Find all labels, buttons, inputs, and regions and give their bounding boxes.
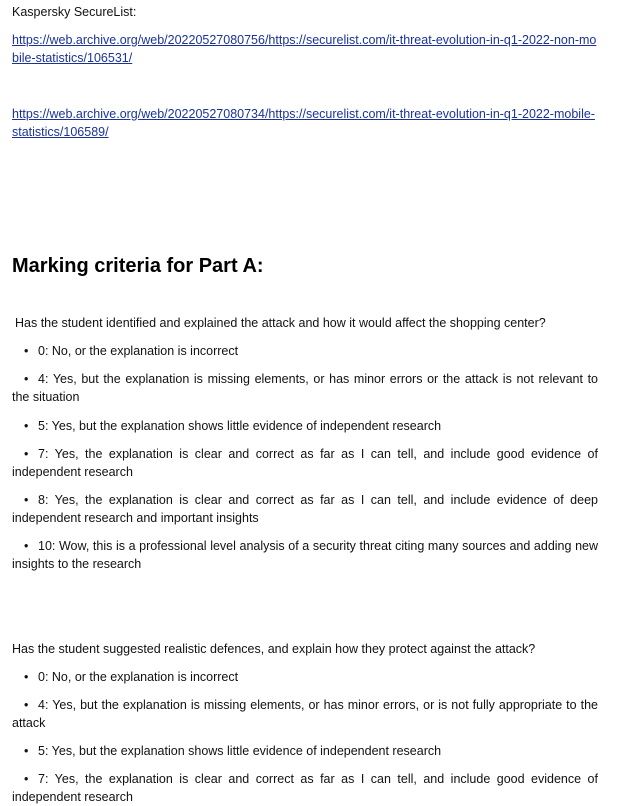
bullet-icon: • xyxy=(24,447,29,461)
section-heading: Marking criteria for Part A: xyxy=(12,255,264,277)
criterion-item-text: 5: Yes, but the explanation shows little evidence of independent research xyxy=(38,744,442,758)
criterion-item-text: 4: Yes, but the explanation is missing elements, or has minor errors or the attack is not relevant to the situation xyxy=(12,372,598,404)
bullet-icon: • xyxy=(24,493,29,507)
bullet-icon: • xyxy=(24,698,29,712)
criterion-item xyxy=(12,370,598,406)
criterion-item-text: 0: No, or the explanation is incorrect xyxy=(38,670,239,684)
source-label: Kaspersky SecureList: xyxy=(12,5,137,19)
criterion-item xyxy=(12,668,598,686)
criterion-item-text: 10: Wow, this is a professional level analysis of a security threat citing many sources and adding new insights to the research xyxy=(12,539,598,571)
criterion-item xyxy=(12,445,598,481)
criterion-item-text: 8: Yes, the explanation is clear and correct as far as I can tell, and include evidence of deep independent research and important insights xyxy=(12,493,598,525)
criterion-item xyxy=(12,742,598,760)
bullet-icon: • xyxy=(24,419,29,433)
criterion-question-2: Has the student suggested realistic defences, and explain how they protect against the attack? xyxy=(12,642,536,656)
criterion-item xyxy=(12,417,598,435)
bullet-icon: • xyxy=(24,344,29,358)
criterion-item xyxy=(12,537,598,573)
bullet-icon: • xyxy=(24,772,29,786)
criterion-item-text: 4: Yes, but the explanation is missing elements, or has minor errors, or is not fully appropriate to the attack xyxy=(12,698,598,730)
criterion-item-text: 7: Yes, the explanation is clear and correct as far as I can tell, and include good evidence of independent research xyxy=(12,772,598,804)
bullet-icon: • xyxy=(24,670,29,684)
criterion-item-text: 5: Yes, but the explanation shows little evidence of independent research xyxy=(38,419,442,433)
criterion-question-1: Has the student identified and explained the attack and how it would affect the shopping center? xyxy=(15,316,546,330)
criterion-item xyxy=(12,696,598,732)
criterion-item-text: 0: No, or the explanation is incorrect xyxy=(38,344,239,358)
criterion-item xyxy=(12,491,598,527)
bullet-icon: • xyxy=(24,539,29,553)
bullet-icon: • xyxy=(24,372,29,386)
securelist-non-mobile-link[interactable]: https://web.archive.org/web/20220527080756/https://securelist.com/it-threat-evolution-in-q1-2022-non-mobile-statistics/106531/ xyxy=(12,33,597,65)
securelist-mobile-link[interactable]: https://web.archive.org/web/20220527080734/https://securelist.com/it-threat-evolution-in-q1-2022-mobile-statistics/106589/ xyxy=(12,107,595,139)
criterion-item-text: 7: Yes, the explanation is clear and correct as far as I can tell, and include good evidence of independent research xyxy=(12,447,598,479)
criterion-item xyxy=(12,770,598,806)
bullet-icon: • xyxy=(24,744,29,758)
criterion-item xyxy=(12,342,598,360)
